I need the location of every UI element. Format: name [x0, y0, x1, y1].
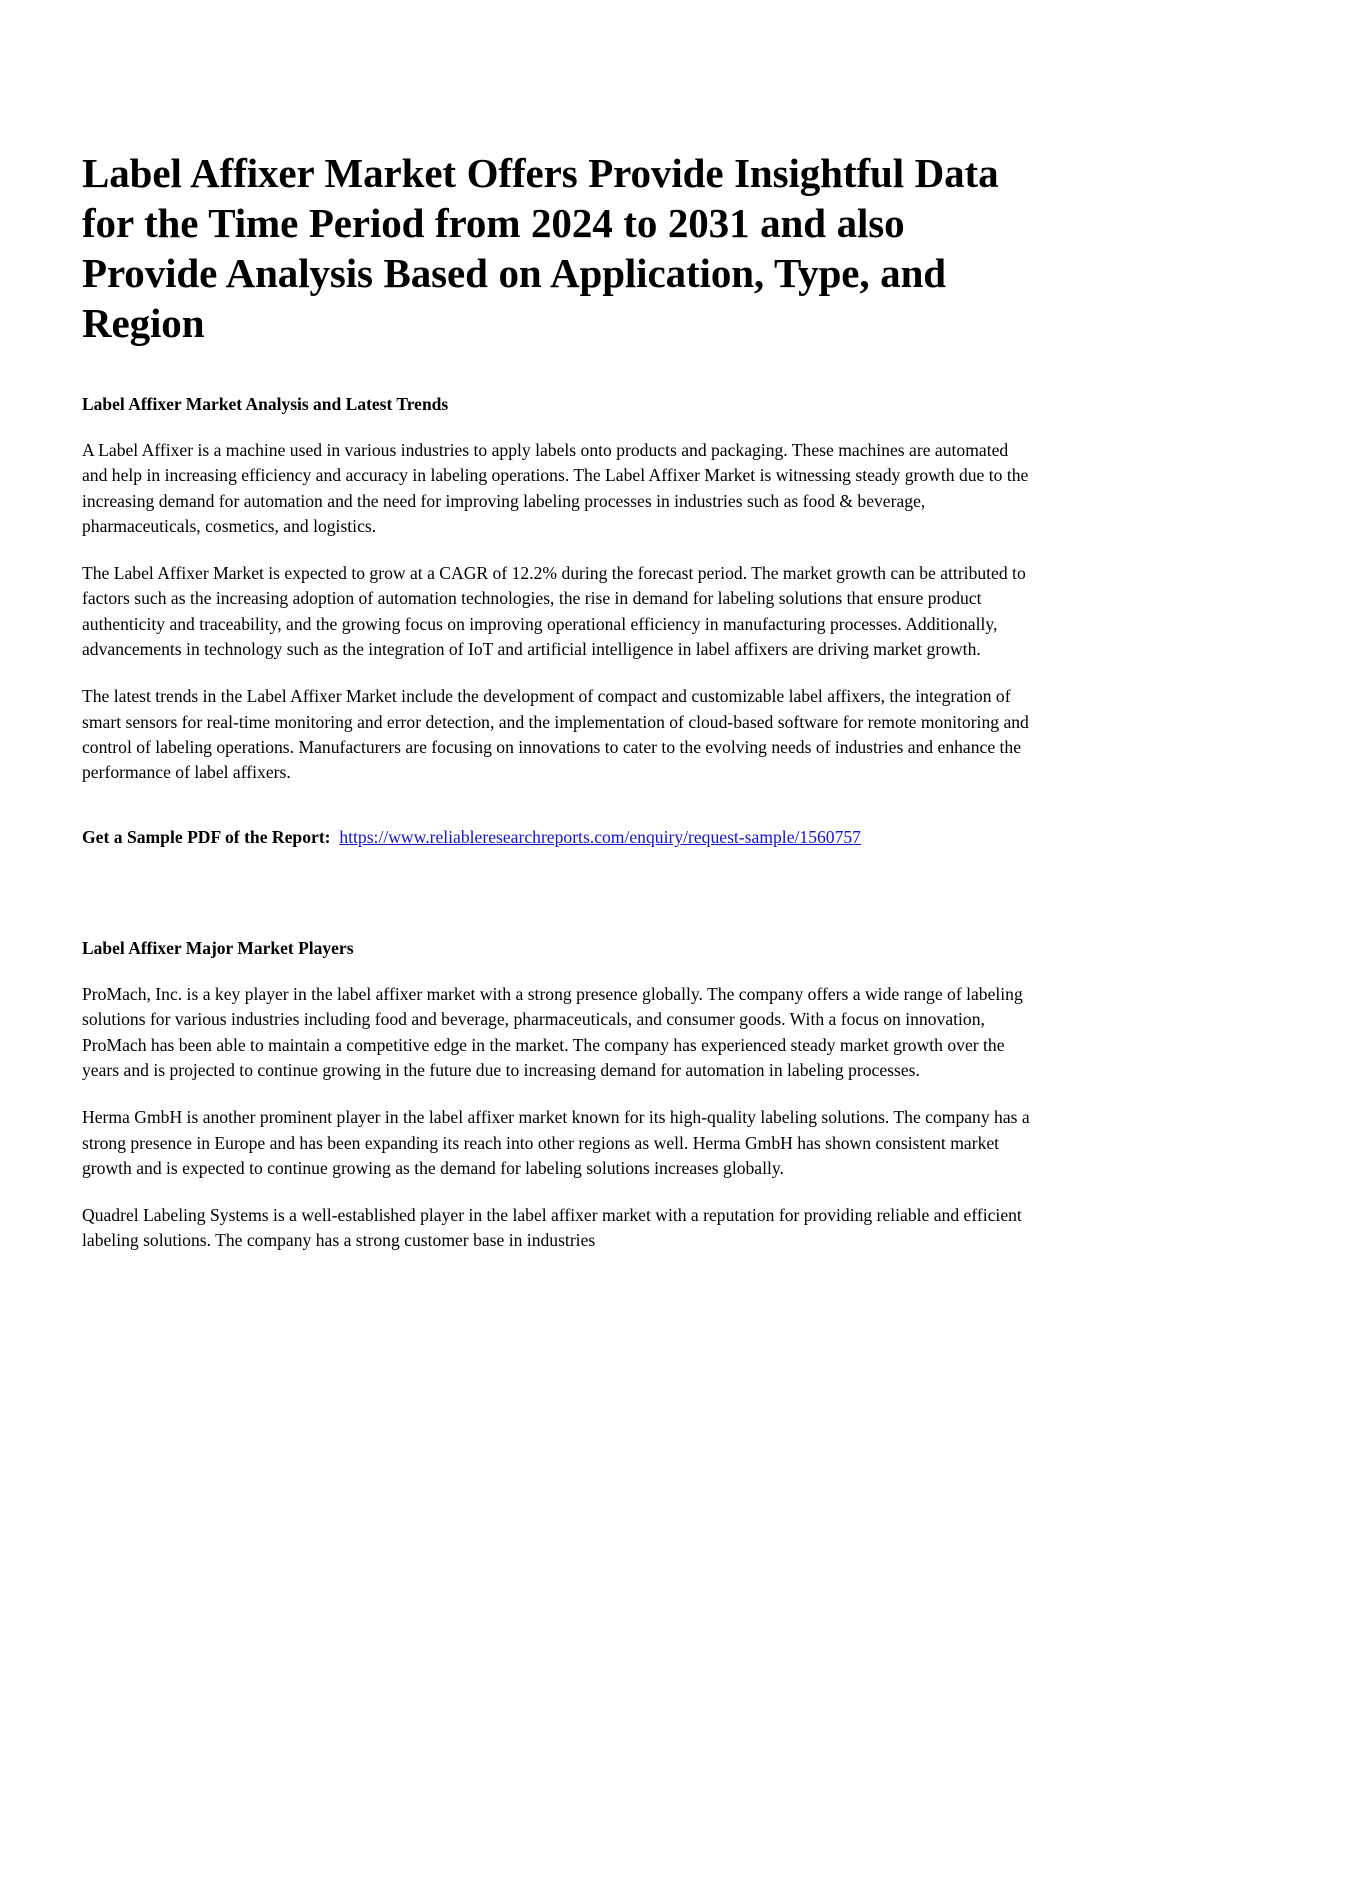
spacer [82, 416, 1030, 438]
paragraph-herma-gmbh: Herma GmbH is another prominent player in the label affixer market known for its high-quality labeling solutions. The company has a strong presence in Europe and has been expanding its reach into other regions as well. Herma GmbH has shown consistent market growth and is expected to continue growing as the demand for labeling solutions increases globally. [82, 1107, 1030, 1178]
paragraph-latest-trends: The latest trends in the Label Affixer Market include the development of compact and customizable label affixers, the integration of smart sensors for real-time monitoring and error detection, and the implementation of cloud-based software for remote monitoring and control of labeling operations. Manufacturers are focusing on innovations to cater to the evolving needs of industries and enhance the performance of label affixers. [82, 686, 1029, 783]
paragraph-market-definition: A Label Affixer is a machine used in various industries to apply labels onto products and packaging. These machines are automated and help in increasing efficiency and accuracy in labeling operations. The Label Affixer Market is witnessing steady growth due to the increasing demand for automation and the need for improving labeling processes in industries such as food & beverage, pharmaceuticals, cosmetics, and logistics. [82, 440, 1029, 536]
spacer [82, 348, 1030, 392]
paragraph-promach: ProMach, Inc. is a key player in the label affixer market with a strong presence globally. The company offers a wide range of labeling solutions for various industries including food and beverage, pharmaceuticals, and consumer goods. With a focus on innovation, ProMach has been able to maintain a competitive edge in the market. The company has experienced steady market growth over the years and is projected to continue growing in the future due to increasing demand for automation in labeling processes. [82, 984, 1023, 1080]
heading-major-market-players: Label Affixer Major Market Players [82, 938, 354, 959]
sample-pdf-label: Get a Sample PDF of the Report: [82, 827, 331, 848]
spacer [82, 1083, 1030, 1105]
document-content [82, 148, 1030, 1254]
spacer [82, 539, 1030, 561]
spacer [82, 868, 1030, 936]
spacer [82, 960, 1030, 982]
sample-pdf-line [82, 825, 1030, 850]
heading-market-analysis-and-latest-trends: Label Affixer Market Analysis and Latest Trends [82, 394, 449, 414]
spacer [82, 1181, 1030, 1203]
paragraph-market-cagr-growth: The Label Affixer Market is expected to grow at a CAGR of 12.2% during the forecast period. The market growth can be attributed to factors such as the increasing adoption of automation technologies, the rise in demand for labeling solutions that ensure product authenticity and traceability, and the growing focus on improving operational efficiency in manufacturing processes. Additionally, advancements in technology such as the integration of IoT and artificial intelligence in label affixers are driving market growth. [82, 563, 1026, 660]
sample-pdf-link[interactable]: https://www.reliableresearchreports.com/enquiry/request-sample/1560757 [339, 827, 861, 848]
spacer [82, 786, 1030, 808]
page-title: Label Affixer Market Offers Provide Insightful Data for the Time Period from 2024 to 2031 and also Provide Analysis Based on Application, Type, and Region [82, 150, 999, 346]
paragraph-quadrel-labeling-systems: Quadrel Labeling Systems is a well-established player in the label affixer market with a reputation for providing reliable and efficient labeling solutions. The company has a strong customer base in industries [82, 1205, 1022, 1251]
spacer [82, 662, 1030, 684]
